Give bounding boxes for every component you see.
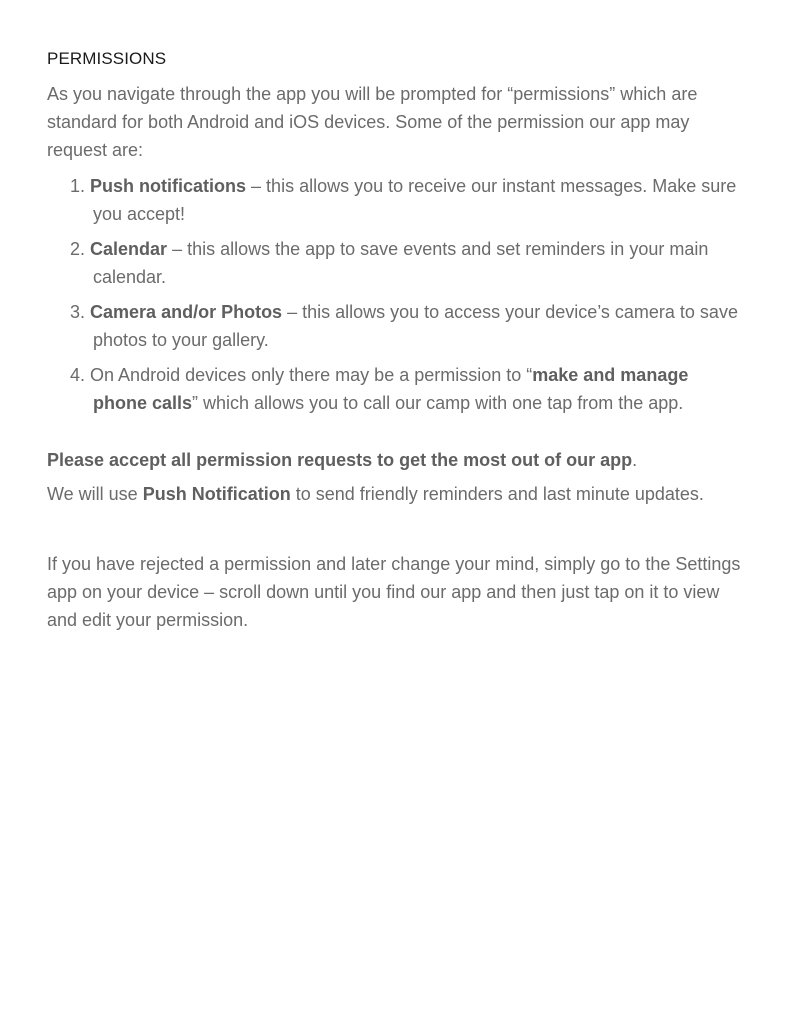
settings-paragraph: If you have rejected a permission and later change your mind, simply go to the Settings app on your device – scroll down until you find our app and then just tap on it to view and edit your permission. — [47, 554, 741, 630]
list-item-text: – this allows you to receive our instant messages. Make sure you accept! — [93, 176, 737, 224]
list-item-title: make and manage phone calls — [93, 365, 689, 413]
accept-paragraph — [47, 446, 747, 474]
page-title: PERMISSIONS — [47, 49, 167, 68]
list-item-title: Camera and/or Photos — [90, 302, 283, 322]
accept-bold-text: Please accept all permission requests to get the most out of our app — [47, 450, 633, 470]
list-item-pre: On Android devices only there may be a permission to “ — [90, 365, 533, 385]
list-item-push-notifications — [70, 172, 747, 228]
list-number: 4. — [70, 365, 86, 385]
push-bold-text: Push Notification — [142, 484, 291, 504]
push-notification-paragraph — [47, 480, 747, 508]
list-item-camera-photos — [70, 298, 747, 354]
list-item-title: Push notifications — [90, 176, 247, 196]
list-item-title: Calendar — [90, 239, 168, 259]
list-item-phone-calls — [70, 361, 747, 417]
list-number: 1. — [70, 176, 86, 196]
push-post: to send friendly reminders and last minute updates. — [290, 484, 704, 504]
list-item-text: – this allows you to access your device’s camera to save photos to your gallery. — [93, 302, 738, 350]
list-number: 3. — [70, 302, 86, 322]
list-item-text: ” which allows you to call our camp with one tap from the app. — [192, 393, 684, 413]
push-pre: We will use — [47, 484, 143, 504]
list-item-text: – this allows the app to save events and set reminders in your main calendar. — [93, 239, 709, 287]
permissions-list — [47, 172, 747, 417]
accept-tail: . — [632, 450, 638, 470]
list-item-calendar — [70, 235, 747, 291]
list-number: 2. — [70, 239, 86, 259]
document-page — [47, 48, 747, 634]
intro-paragraph: As you navigate through the app you will be prompted for “permissions” which are standard for both Android and iOS devices. Some of the permission our app may request are: — [47, 84, 698, 160]
